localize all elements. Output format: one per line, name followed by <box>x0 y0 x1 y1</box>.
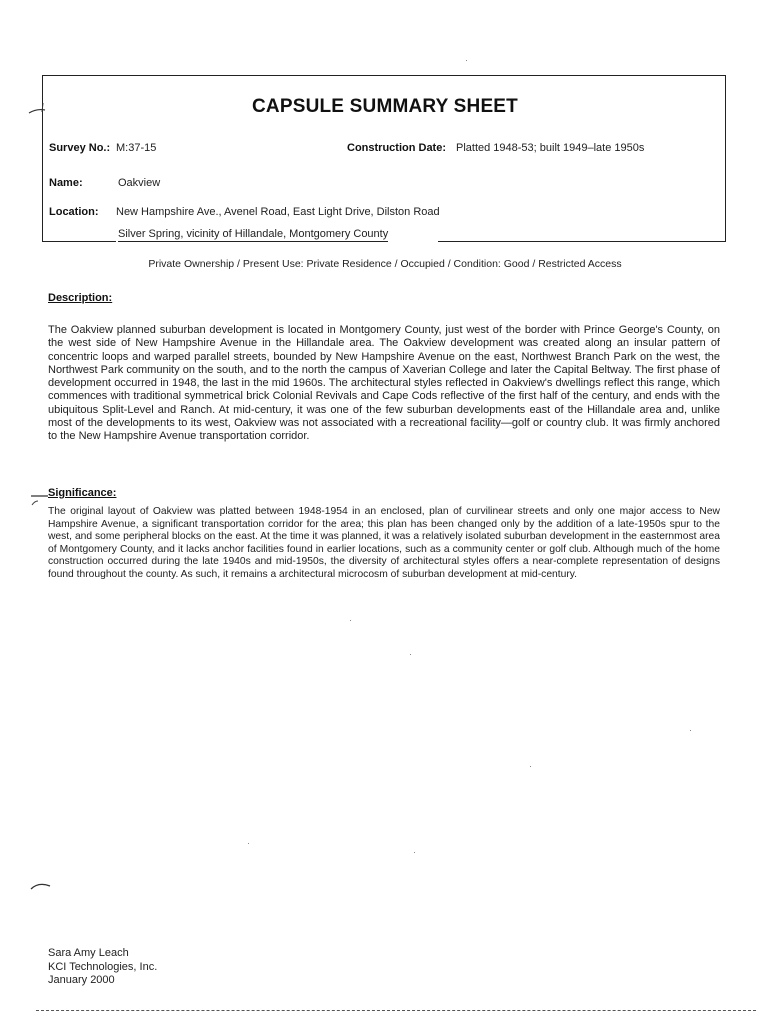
author-date: January 2000 <box>48 974 115 986</box>
scan-speck <box>410 654 411 655</box>
author-name: Sara Amy Leach <box>48 947 129 959</box>
author-company: KCI Technologies, Inc. <box>48 960 158 973</box>
header-box-bottom-rule-right <box>438 241 726 242</box>
header-box-bottom-rule-left <box>42 241 116 242</box>
page-title: CAPSULE SUMMARY SHEET <box>251 96 518 117</box>
location-line2: Silver Spring, vicinity of Hillandale, Montgomery County <box>118 228 389 240</box>
description-heading: Description: <box>48 292 113 304</box>
survey-value: M:37-15 <box>116 142 157 154</box>
survey-label: Survey No.: <box>49 142 111 154</box>
footer-rule <box>36 1010 756 1011</box>
scan-speck <box>690 730 691 731</box>
location-line1: New Hampshire Ave., Avenel Road, East Light Drive, Dilston Road <box>116 206 440 218</box>
significance-heading: Significance: <box>48 487 117 499</box>
name-value: Oakview <box>118 177 161 189</box>
name-label: Name: <box>49 177 83 189</box>
scan-speck <box>466 60 467 61</box>
hand-mark-significance-icon <box>28 491 50 513</box>
hand-mark-bottom-icon <box>30 880 54 892</box>
significance-text: The original layout of Oakview was platted between 1948-1954 in an enclosed, plan of curvilinear streets and only one major access to New Hampshire Avenue, a significant transportation corridor for the area; this plan has been changed only by the addition of a late-1950s spur to the west, and some peripheral blocks on the east. At the time it was planned, it was a relatively isolated suburban development in the easternmost area of Montgomery County, and it lacks anchor facilities found in earlier locations, such as a community center or golf club. Although much of the home construction occurred during the late 1940s and mid-1950s, the diversity of architectural styles offers a near-complete representation of designs found throughout the county. As such, it remains a architectural microcosm of suburban development at mid-century. <box>48 506 720 580</box>
location-label: Location: <box>49 206 99 218</box>
scan-speck <box>350 620 351 621</box>
scan-speck <box>414 852 415 853</box>
scan-speck <box>248 843 249 844</box>
construction-value: Platted 1948-53; built 1949–late 1950s <box>456 142 645 154</box>
description-text: The Oakview planned suburban development is located in Montgomery County, just west of the border with Prince George's County, on the west side of New Hampshire Avenue in the Hillandale area. The Oakview development was created along an insular pattern of concentric loops and warped parallel streets, bounded by New Hampshire Avenue on the east, Northwest Branch Park on the west, the Northwest Park community on the south, and to the north the campus of Xaverian College and later the Capital Beltway. The first phase of development occurred in 1948, the last in the mid 1960s. The architectural styles reflected in Oakview's dwellings reflect this range, which commences with traditional symmetrical brick Colonial Revivals and Cape Cods reflective of the first half of the century, and ends with the ubiquitous Split-Level and Ranch. At mid-century, it was one of the few suburban developments east of the Hillandale area and, unlike most of the developments to its west, Oakview was not associated with a recreational facility—golf or country club. It was firmly anchored to the New Hampshire Avenue transportation corridor. <box>48 324 720 443</box>
author-block <box>48 947 157 988</box>
construction-label: Construction Date: <box>347 142 446 154</box>
scan-speck <box>530 766 531 767</box>
ownership-line: Private Ownership / Present Use: Private Residence / Occupied / Condition: Good / Restricted Access <box>148 258 622 270</box>
